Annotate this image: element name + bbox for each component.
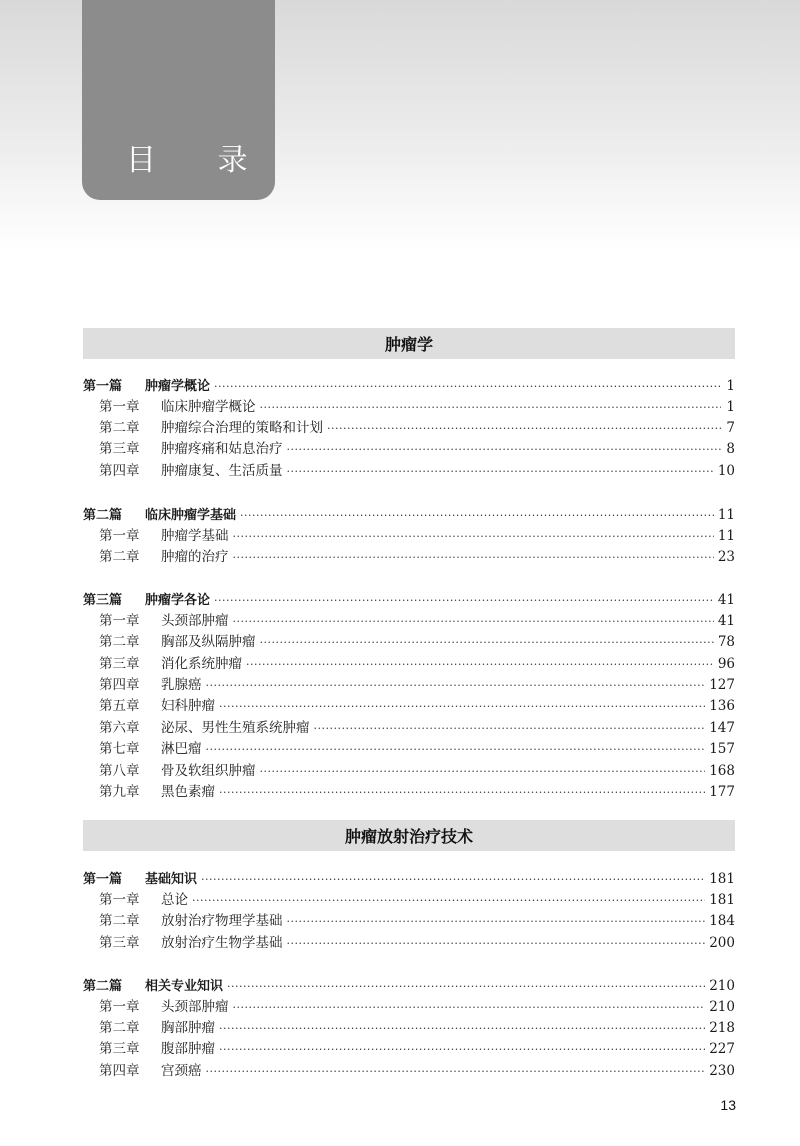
toc-chapter-entry[interactable] <box>99 1039 735 1060</box>
page-ref: 11 <box>717 507 735 523</box>
dot-leader <box>260 632 714 653</box>
dot-leader <box>233 611 714 632</box>
chapter-number: 第三章 <box>99 441 140 457</box>
page-ref: 147 <box>709 720 735 736</box>
dot-leader <box>287 461 714 482</box>
chapter-title: 宫颈癌 <box>161 1063 202 1079</box>
part-title: 肿瘤学各论 <box>145 593 211 608</box>
dot-leader <box>314 718 706 739</box>
dot-leader <box>201 869 705 890</box>
page-ref: 181 <box>709 871 735 887</box>
page-ref: 96 <box>717 656 735 672</box>
page-ref: 8 <box>726 441 735 457</box>
toc-chapter-entry[interactable] <box>99 696 735 717</box>
chapter-number: 第五章 <box>99 698 140 714</box>
chapter-number: 第二章 <box>99 420 140 436</box>
part-title: 临床肿瘤学基础 <box>145 508 237 523</box>
chapter-number: 第八章 <box>99 763 140 779</box>
page-ref: 136 <box>709 698 735 714</box>
page-ref: 23 <box>717 549 735 565</box>
chapter-number: 第一章 <box>99 999 140 1015</box>
toc-chapter-entry[interactable] <box>99 526 735 547</box>
toc-chapter-entry[interactable] <box>99 1018 735 1039</box>
part-number: 第一篇 <box>83 872 123 887</box>
chapter-number: 第二章 <box>99 549 140 565</box>
page-ref: 157 <box>709 741 735 757</box>
dot-leader <box>240 505 714 526</box>
dot-leader <box>214 590 714 611</box>
toc-chapter-entry[interactable] <box>99 911 735 932</box>
dot-leader <box>192 890 705 911</box>
chapter-title: 乳腺癌 <box>161 677 202 693</box>
toc-part-entry[interactable] <box>83 976 735 997</box>
chapter-title: 头颈部肿瘤 <box>161 613 229 629</box>
toc-chapter-entry[interactable] <box>99 611 735 632</box>
part-title: 基础知识 <box>145 872 198 887</box>
part-title: 相关专业知识 <box>145 979 224 994</box>
dot-leader <box>219 696 705 717</box>
chapter-title: 黑色素瘤 <box>161 784 215 800</box>
dot-leader <box>233 526 714 547</box>
dot-leader <box>233 547 714 568</box>
page-ref: 1 <box>726 399 735 415</box>
toc-chapter-entry[interactable] <box>99 782 735 803</box>
dot-leader <box>327 418 721 439</box>
page-ref: 1 <box>726 378 735 394</box>
toc-chapter-entry[interactable] <box>99 547 735 568</box>
title-tab <box>82 0 275 200</box>
chapter-title: 肿瘤学基础 <box>161 528 229 544</box>
chapter-number: 第二章 <box>99 1020 140 1036</box>
toc-chapter-entry[interactable] <box>99 461 735 482</box>
page-ref: 230 <box>709 1063 735 1079</box>
dot-leader <box>206 1061 706 1082</box>
page-ref: 210 <box>709 999 735 1015</box>
dot-leader <box>246 654 714 675</box>
chapter-number: 第三章 <box>99 935 140 951</box>
chapter-number: 第三章 <box>99 1041 140 1057</box>
dot-leader <box>260 397 722 418</box>
chapter-number: 第四章 <box>99 1063 140 1079</box>
part-number: 第二篇 <box>83 979 123 994</box>
page-ref: 227 <box>709 1041 735 1057</box>
chapter-number: 第二章 <box>99 634 140 650</box>
dot-leader <box>287 439 722 460</box>
dot-leader <box>287 911 706 932</box>
section-header: 肿瘤学 <box>83 328 735 359</box>
page-ref: 200 <box>709 935 735 951</box>
page-number: 13 <box>720 1097 736 1113</box>
page-title: 目 录 <box>126 143 274 178</box>
dot-leader <box>260 761 706 782</box>
chapter-number: 第一章 <box>99 528 140 544</box>
page-ref: 41 <box>717 592 735 608</box>
part-number: 第三篇 <box>83 593 123 608</box>
dot-leader <box>206 675 706 696</box>
chapter-title: 消化系统肿瘤 <box>161 656 242 672</box>
chapter-number: 第三章 <box>99 656 140 672</box>
page-ref: 78 <box>717 634 735 650</box>
section-header: 肿瘤放射治疗技术 <box>83 820 735 851</box>
chapter-number: 第七章 <box>99 741 140 757</box>
toc-chapter-entry[interactable] <box>99 418 735 439</box>
chapter-number: 第四章 <box>99 463 140 479</box>
chapter-title: 放射治疗物理学基础 <box>161 913 283 929</box>
dot-leader <box>219 782 705 803</box>
chapter-title: 临床肿瘤学概论 <box>161 399 256 415</box>
page-ref: 7 <box>726 420 735 436</box>
toc-part-entry[interactable] <box>83 590 735 611</box>
page-ref: 41 <box>717 613 735 629</box>
toc-chapter-entry[interactable] <box>99 890 735 911</box>
chapter-title: 妇科肿瘤 <box>161 698 215 714</box>
dot-leader <box>206 739 706 760</box>
chapter-number: 第一章 <box>99 399 140 415</box>
page-ref: 218 <box>709 1020 735 1036</box>
chapter-title: 头颈部肿瘤 <box>161 999 229 1015</box>
toc-chapter-entry[interactable] <box>99 654 735 675</box>
toc-chapter-entry[interactable] <box>99 397 735 418</box>
chapter-title: 肿瘤疼痛和姑息治疗 <box>161 441 283 457</box>
toc-part-entry[interactable] <box>83 376 735 397</box>
dot-leader <box>287 933 706 954</box>
chapter-number: 第一章 <box>99 892 140 908</box>
toc-chapter-entry[interactable] <box>99 718 735 739</box>
dot-leader <box>219 1039 705 1060</box>
toc-chapter-entry[interactable] <box>99 439 735 460</box>
dot-leader <box>227 976 705 997</box>
chapter-title: 胸部肿瘤 <box>161 1020 215 1036</box>
chapter-title: 泌尿、男性生殖系统肿瘤 <box>161 720 310 736</box>
dot-leader <box>219 1018 705 1039</box>
toc-chapter-entry[interactable] <box>99 739 735 760</box>
page-ref: 210 <box>709 978 735 994</box>
chapter-number: 第二章 <box>99 913 140 929</box>
page-ref: 127 <box>709 677 735 693</box>
toc-chapter-entry[interactable] <box>99 997 735 1018</box>
page-ref: 10 <box>717 463 735 479</box>
chapter-title: 肿瘤康复、生活质量 <box>161 463 283 479</box>
chapter-number: 第四章 <box>99 677 140 693</box>
chapter-title: 腹部肿瘤 <box>161 1041 215 1057</box>
toc-chapter-entry[interactable] <box>99 632 735 653</box>
toc-part-entry[interactable] <box>83 869 735 890</box>
chapter-title: 放射治疗生物学基础 <box>161 935 283 951</box>
dot-leader <box>214 376 721 397</box>
dot-leader <box>233 997 706 1018</box>
chapter-title: 骨及软组织肿瘤 <box>161 763 256 779</box>
chapter-title: 胸部及纵隔肿瘤 <box>161 634 256 650</box>
chapter-title: 肿瘤的治疗 <box>161 549 229 565</box>
toc-chapter-entry[interactable] <box>99 1061 735 1082</box>
toc-part-entry[interactable] <box>83 505 735 526</box>
page-ref: 168 <box>709 763 735 779</box>
part-number: 第一篇 <box>83 379 123 394</box>
page-ref: 184 <box>709 913 735 929</box>
page-ref: 181 <box>709 892 735 908</box>
chapter-title: 淋巴瘤 <box>161 741 202 757</box>
toc-chapter-entry[interactable] <box>99 933 735 954</box>
part-number: 第二篇 <box>83 508 123 523</box>
chapter-number: 第一章 <box>99 613 140 629</box>
toc-chapter-entry[interactable] <box>99 761 735 782</box>
chapter-number: 第九章 <box>99 784 140 800</box>
part-title: 肿瘤学概论 <box>145 379 211 394</box>
chapter-number: 第六章 <box>99 720 140 736</box>
chapter-title: 总论 <box>161 892 188 908</box>
page-ref: 11 <box>717 528 735 544</box>
chapter-title: 肿瘤综合治理的策略和计划 <box>161 420 323 436</box>
toc-chapter-entry[interactable] <box>99 675 735 696</box>
page-ref: 177 <box>709 784 735 800</box>
